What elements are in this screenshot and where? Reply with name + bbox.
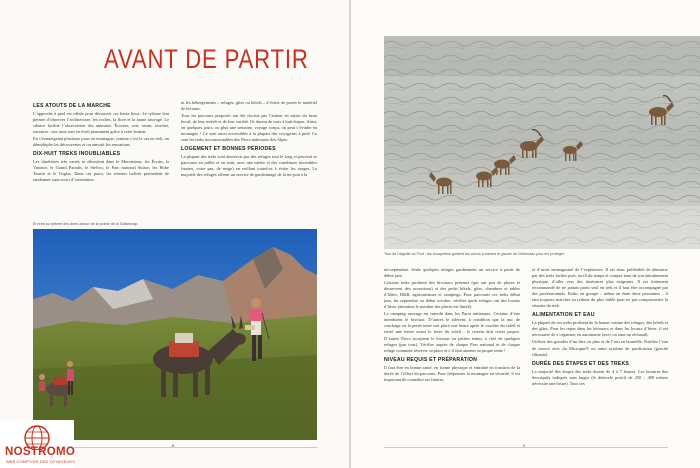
nostromo-logo bbox=[0, 420, 74, 468]
paragraph: En s’immergeant plusieurs jours en montagne, comme c’est le cas en trek, on démultiplie les découvertes et on amortit les sensations. bbox=[33, 136, 169, 148]
paragraph: Utilisez des gourdes d’un litre ou plus et de l’eau en bouteille. Purifiez l’eau de source avec du Micropur® ou autre système de purification (gravité filtrante). bbox=[532, 339, 668, 357]
paragraph: La plupart de ces treks profitent de la bonne cuisine des refuges, des hôtels et des gîtes. Pour les repas dans les bivouacs et dans les locaux d’hiver, il est nécessaire de s’organiser en autonomie (avec ou sans un réchaud). bbox=[532, 320, 668, 338]
page-number: 9 bbox=[523, 443, 526, 448]
paragraph: Certains treks profitent des bivouacs présents (qui ont peu de places et desservent des accessions) et des petits hôtels, gîtes, chambres et tables d’hôtes, B&B, agritourismes et campings. Pour parcourir ces treks début juin, fin septembre ou début octobre, vérifiez quels refuges ont des locaux d’hiver (attention le nombre des places est limité). bbox=[384, 280, 520, 310]
photo-caption: Tour de l’aiguille du Fruit : les bouquetins guident les caïros à travers le glacier de Gébroulaz pour les protéger. bbox=[384, 252, 565, 256]
paragraph: Tous les parcours proposés ont été choisis par l’auteur en mixte du beau bocal, de leur intérêt et de leur variété. Ils durent de trois à huit étapes. Ainsi, en quelques jours, ou plus une semaine, voyage conçu, on peut s’évader en montagne ! Ce sont aussi accessibles à la plupart des voyageurs à pied. Ce sont les treks incontournables des Parcs nationaux des Alpes. bbox=[181, 113, 317, 143]
section-heading: NIVEAU REQUIS ET PRÉPARATION bbox=[384, 356, 478, 363]
footer-rule bbox=[33, 447, 317, 448]
trekking-photo-illustration bbox=[33, 229, 317, 440]
photo-caption: En trek au rythme des ânes autour de la pointe de la Galisecrap. bbox=[33, 222, 139, 226]
trekking-photo bbox=[33, 229, 317, 440]
page-title: AVANT DE PARTIR bbox=[104, 44, 309, 74]
paragraph: Les itinéraires très variés se déroulent dans le Mercantour, les Écrins, la Vanoise, le Grand Paradis, le Stelvio, le Parc national Suisse, les Hohe Tauern et le Triglav. Dans ces parcs, les sentiers balisés permettent de randonner sans souci d’orientation. bbox=[33, 159, 169, 183]
left-page bbox=[0, 0, 349, 468]
right-column-1 bbox=[384, 267, 520, 439]
left-column-1 bbox=[33, 100, 169, 220]
paragraph: L’approche à pied est idéale pour découvrir ces hauts lieux. Le rythme lent permet d’observer l’architecture, les roches, la flore et la faune sauvage. Le silence facilite l’observation des animaux. Écouter, voir, sentir, toucher, savourer : nos sens sont en éveil permanent grâce à cette lenteur. bbox=[33, 111, 169, 135]
glacier-photo-illustration bbox=[384, 36, 700, 249]
paragraph: Il faut être en bonne santé, en forme physique et entraîné en fonction de la durée de l’effort du parcours. Pour fréquenter la montagne en sécurité, il est important de connaître ses limites, bbox=[384, 364, 520, 382]
section-heading: DIX-HUIT TREKS INOUBLIABLES bbox=[33, 151, 121, 158]
left-column-2 bbox=[181, 100, 317, 220]
paragraph: et d’avoir emmagasiné de l’expérience. Il est donc préférable de démarrer par des treks faciles puis, au fil du temps et compte tenu de son entraînement physique, d’aller vers des itinéraires plus exigeants. Il est fortement recommandé de ne jamais partir seul en trek et il faut être accompagné par des professionnels. Enfin, en groupe – même en étant deux personnes – il faut toujours marcher au rythme du plus faible pour ne pas compromettre la réussite du trek. bbox=[532, 267, 668, 309]
paragraph: La plupart des treks sont desservis par des refuges tout le long et peuvent se parcourir en juillet et en août, avec une météo et des conditions favorables (moins, voire pas, de neige) en veillant toutefois à éviter les orages. La majorité des refuges offrent un service de gardiennage de la mi-juin à la bbox=[181, 154, 317, 178]
logo-tagline: WEB COMPTOIR DES VOYAGEURS bbox=[6, 460, 75, 464]
paragraph: Le camping sauvage est interdit dans les Parcs nationaux. Certains d’eux interdisent le bivouac. D’autres le tolèrent, à condition que la nuc de couchage ou la petite tente soit placé une heure après le coucher du soleil et retiré une heure avant le lever du soleil : le terrain doit rester propre. D’autres Parcs acceptent le bivouac en petites tentes, à côté de quelques refuges (pas tous). Vérifier auprès de chaque Parc national et de chaque refuge comment réserver sa place et s’il faut amener sa propre tente ! bbox=[384, 311, 520, 353]
paragraph: ni les hébergements – refuges, gîtes ou hôtels – d’éviter de porter le matériel de bivouac. bbox=[181, 100, 317, 112]
section-heading: LOGEMENT ET BONNES PÉRIODES bbox=[181, 146, 276, 153]
section-heading: ALIMENTATION ET EAU bbox=[532, 312, 595, 319]
footer-rule bbox=[384, 447, 668, 448]
right-column-2 bbox=[532, 267, 668, 439]
right-page bbox=[351, 0, 700, 468]
logo-name: NOSTROMO bbox=[5, 446, 76, 458]
glacier-ibex-photo bbox=[384, 36, 700, 249]
section-heading: LES ATOUTS DE LA MARCHE bbox=[33, 103, 111, 109]
paragraph: mi-septembre. Seuls quelques refuges gardiennent un service à partir de début juin. bbox=[384, 267, 520, 279]
paragraph: La majorité des étapes des treks durent de 4 à 7 heures. Les horaires des descriptifs indiqués sont larges (le dénivelé positif de 250 – 400 mètres nécessite une heure). Tous ces bbox=[532, 368, 668, 386]
section-heading: DURÉE DES ÉTAPES ET DES TREKS bbox=[532, 360, 630, 367]
page-number: 8 bbox=[172, 443, 175, 448]
